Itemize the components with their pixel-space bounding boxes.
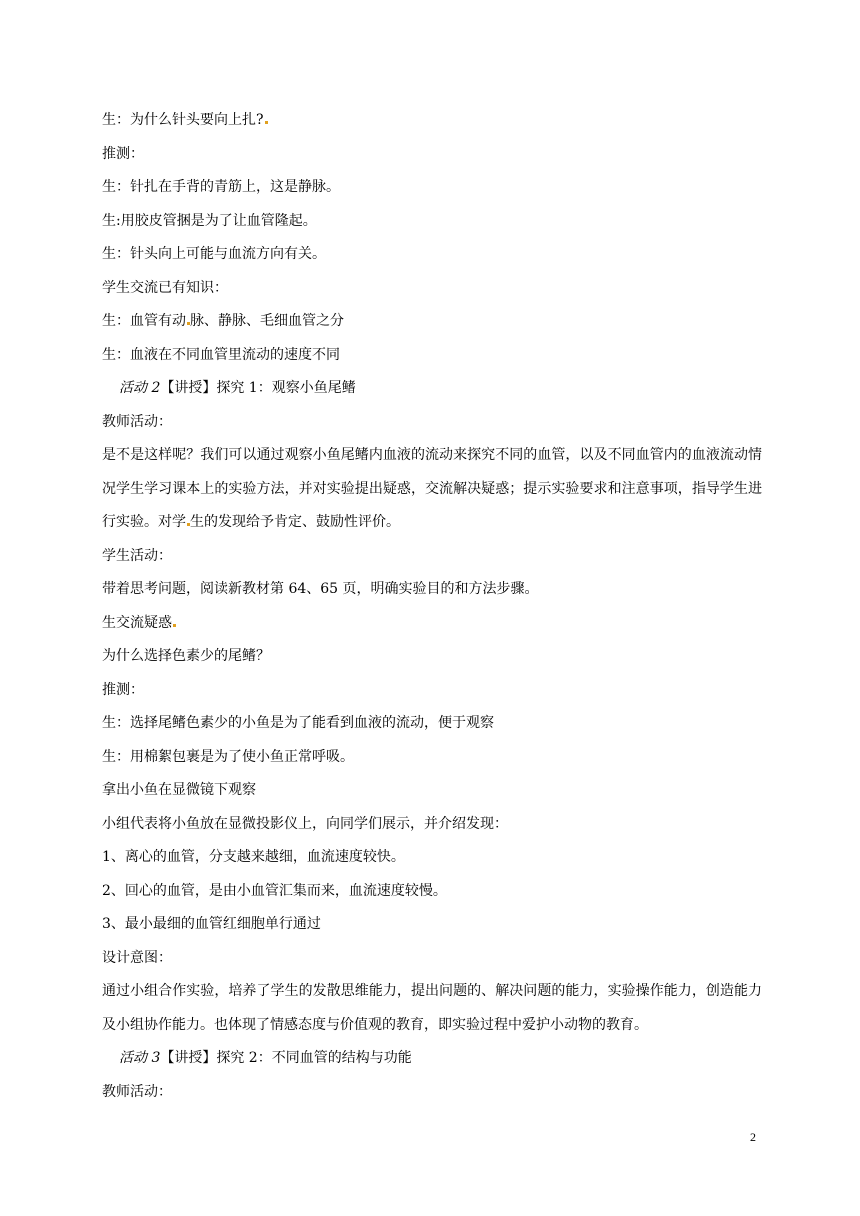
text-line: 小组代表将小鱼放在显微投影仪上，向同学们展示，并介绍发现： xyxy=(102,815,508,832)
text-line: 生：针头向上可能与血流方向有关。 xyxy=(102,246,326,262)
text-line: 生：用棉絮包裹是为了使小鱼正常呼吸。 xyxy=(102,748,354,765)
page-content xyxy=(102,104,762,1109)
activity-label: 活动 2 xyxy=(119,380,161,396)
paragraph-text: 是不是这样呢？我们可以通过观察小鱼尾鳍内血液的流动来探究不同的血管，以及不同血管内的血液流动情况学生学习课本上的实验方法，并对实验提出疑惑，交流解决疑惑；提示实验要求和注意事项，指导学生进行实验。对学 xyxy=(102,447,762,530)
text-line: 生：血液在不同血管里流动的速度不同 xyxy=(102,346,340,363)
text-line: 推测： xyxy=(102,681,144,698)
text-line: 设计意图： xyxy=(102,949,172,966)
text-line: 为什么选择色素少的尾鳍？ xyxy=(102,648,270,664)
activity-heading xyxy=(102,372,762,406)
activity-title: 【讲授】探究 1：观察小鱼尾鳍 xyxy=(160,380,356,396)
text-line: 推测： xyxy=(102,145,144,162)
text-line: 生:用胶皮管捆是为了让血管隆起。 xyxy=(102,212,317,229)
edit-mark-icon xyxy=(173,624,176,627)
paragraph: 通过小组合作实验，培养了学生的发散思维能力，提出问题的、解决问题的能力，实验操作能力，创造能力及小组协作能力。也体现了情感态度与价值观的教育，即实验过程中爱护小动物的教育。 xyxy=(102,983,762,1033)
line-text: 生交流疑惑 xyxy=(102,614,172,631)
text-line: 生：选择尾鳍色素少的小鱼是为了能看到血液的流动，便于观察 xyxy=(102,715,494,731)
activity-heading xyxy=(102,1042,762,1076)
text-line: 教师活动： xyxy=(102,413,172,430)
line-text: 脉、静脉、毛细血管之分 xyxy=(190,313,344,329)
line-text: 生：血管有动 xyxy=(102,313,186,329)
text-line: 生：针扎在手背的青筋上，这是静脉。 xyxy=(102,179,340,195)
text-line: 1、离心的血管，分支越来越细，血流速度较快。 xyxy=(102,849,405,865)
text-line: 教师活动： xyxy=(102,1083,172,1100)
paragraph xyxy=(102,439,762,540)
line-text: 生：为什么针头要向上扎? xyxy=(102,112,264,128)
text-line: 2、回心的血管，是由小血管汇集而来，血流速度较慢。 xyxy=(102,882,447,899)
text-line xyxy=(102,305,762,339)
text-line xyxy=(102,607,762,641)
edit-mark-icon xyxy=(265,121,268,124)
text-line: 带着思考问题，阅读新教材第 64、65 页，明确实验目的和方法步骤。 xyxy=(102,581,539,597)
text-line: 学生交流已有知识： xyxy=(102,279,228,296)
text-line: 3、最小最细的血管红细胞单行通过 xyxy=(102,916,321,932)
paragraph-text: 生的发现给予肯定、鼓励性评价。 xyxy=(190,514,400,530)
activity-label: 活动 3 xyxy=(119,1050,161,1066)
text-line: 拿出小鱼在显微镜下观察 xyxy=(102,782,256,798)
page-number: 2 xyxy=(750,1130,756,1144)
activity-title: 【讲授】探究 2：不同血管的结构与功能 xyxy=(160,1050,412,1066)
text-line xyxy=(102,104,762,138)
text-line: 学生活动： xyxy=(102,547,172,564)
